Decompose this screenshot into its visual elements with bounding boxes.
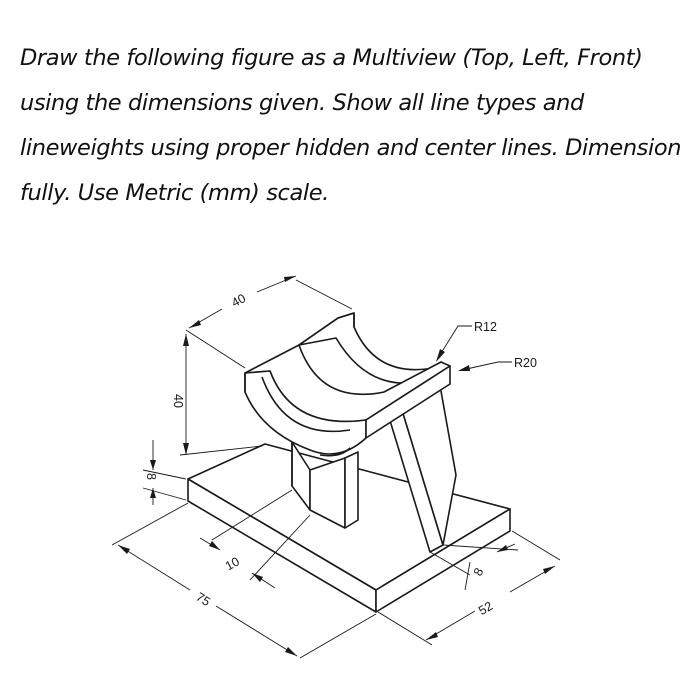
dimension-arrow (285, 647, 297, 656)
dimension-line (216, 606, 297, 656)
extension-line (186, 330, 245, 368)
dimension-arrow (458, 365, 470, 371)
extension-line (143, 488, 186, 500)
dim-label-rib-thickness: 8 (470, 565, 487, 579)
dim-label-base-length: 75 (193, 589, 213, 610)
dimension-arrow (183, 334, 189, 346)
dimension-arrow (252, 573, 263, 582)
dim-label-top-width: 40 (229, 291, 249, 311)
dim-label-inner-radius: R12 (474, 320, 497, 334)
extension-line (300, 614, 376, 658)
dimension-arrow (150, 460, 156, 470)
extension-line (378, 612, 432, 645)
instruction-line: lineweights using proper hidden and center lines. Dimension (20, 135, 682, 161)
dimension-arrow (543, 566, 555, 574)
dimension-arrow (118, 545, 130, 554)
dimension-arrow (189, 320, 201, 328)
dimension-arrow (426, 632, 438, 640)
extension-line (112, 503, 188, 545)
dimension-arrow (209, 541, 220, 550)
dimension-line (465, 562, 470, 590)
dimension-arrow (436, 349, 445, 362)
instruction-line: Draw the following figure as a Multiview (Top, Left, Front) (20, 45, 643, 71)
dimension-arrow (284, 276, 296, 282)
dim-label-web-thickness: 10 (223, 554, 242, 574)
instruction-line: using the dimensions given. Show all line types and (20, 90, 584, 116)
dim-label-base-thickness: 8 (144, 473, 158, 480)
dimension-line (118, 545, 190, 590)
extension-line (512, 531, 560, 560)
dimension-arrow (183, 443, 189, 455)
dim-label-base-width: 52 (476, 598, 496, 618)
instruction-line: fully. Use Metric (mm) scale. (20, 180, 329, 206)
extension-line (296, 280, 352, 309)
web-side-face (345, 452, 358, 528)
dim-label-height: 40 (171, 394, 185, 408)
dim-label-outer-radius: R20 (514, 356, 537, 370)
dimension-arrow (150, 488, 156, 498)
